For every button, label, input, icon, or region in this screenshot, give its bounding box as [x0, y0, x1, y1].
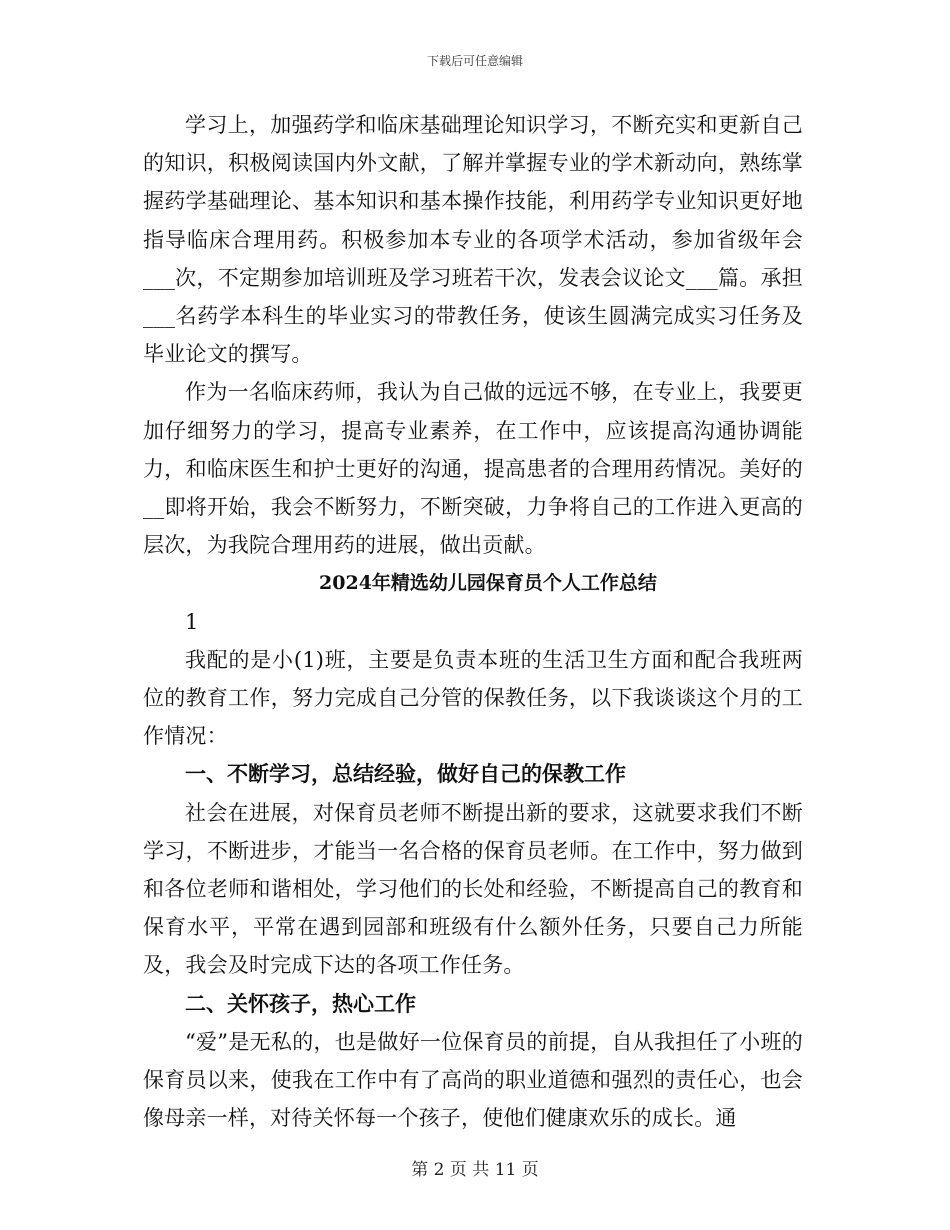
document-title: 2024年精选幼儿园保育员个人工作总结 — [319, 572, 657, 595]
page-footer: 第 2 页 共 11 页 — [411, 1160, 539, 1180]
paragraph-study: 学习上，加强药学和临床基础理论知识学习，不断充实和更新自己的知识，积极阅读国内外文献，了解并掌握专业的学术新动向，熟练掌握药学基础理论、基本知识和基本操作技能，利用药学专业知识更好地指导临床合理用药。积极参加本专业的各项学术活动，参加省级年会___次，不定期参加培训班及学习班若干次，发表会议论文___篇。承担___名药学本科生的毕业实习的带教任务，使该生圆满完成实习任务及毕业论文的撰写。 — [143, 113, 803, 367]
section-heading-1: 一、不断学习，总结经验，做好自己的保教工作 — [185, 761, 626, 787]
paragraph-section-2: “爱”是无私的，也是做好一位保育员的前提，自从我担任了小班的保育员以来，使我在工作中有了高尚的职业道德和强烈的责任心，也会像母亲一样，对待关怀每一个孩子，使他们健康欢乐的成长。通 — [143, 1029, 803, 1131]
paragraph-intro: 我配的是小(1)班，主要是负责本班的生活卫生方面和配合我班两位的教育工作，努力完成自己分管的保教任务，以下我谈谈这个月的工作情况： — [143, 647, 803, 749]
section-number: 1 — [185, 609, 199, 634]
document-body — [143, 106, 803, 1137]
paragraph-section-1: 社会在进展，对保育员老师不断提出新的要求，这就要求我们不断学习，不断进步，才能当一名合格的保育员老师。在工作中，努力做到和各位老师和谐相处，学习他们的长处和经验，不断提高自己的教育和保育水平，平常在遇到园部和班级有什么额外任务，只要自己力所能及，我会及时完成下达的各项工作任务。 — [143, 800, 803, 978]
section-heading-2: 二、关怀孩子，热心工作 — [185, 990, 416, 1016]
paragraph-reflection: 作为一名临床药师，我认为自己做的远远不够，在专业上，我要更加仔细努力的学习，提高专业素养，在工作中，应该提高沟通协调能力，和临床医生和护士更好的沟通，提高患者的合理用药情况。美好的__即将开始，我会不断努力，不断突破，力争将自己的工作进入更高的层次，为我院合理用药的进展，做出贡献。 — [143, 380, 803, 558]
page-header: 下载后可任意编辑 — [426, 54, 523, 68]
